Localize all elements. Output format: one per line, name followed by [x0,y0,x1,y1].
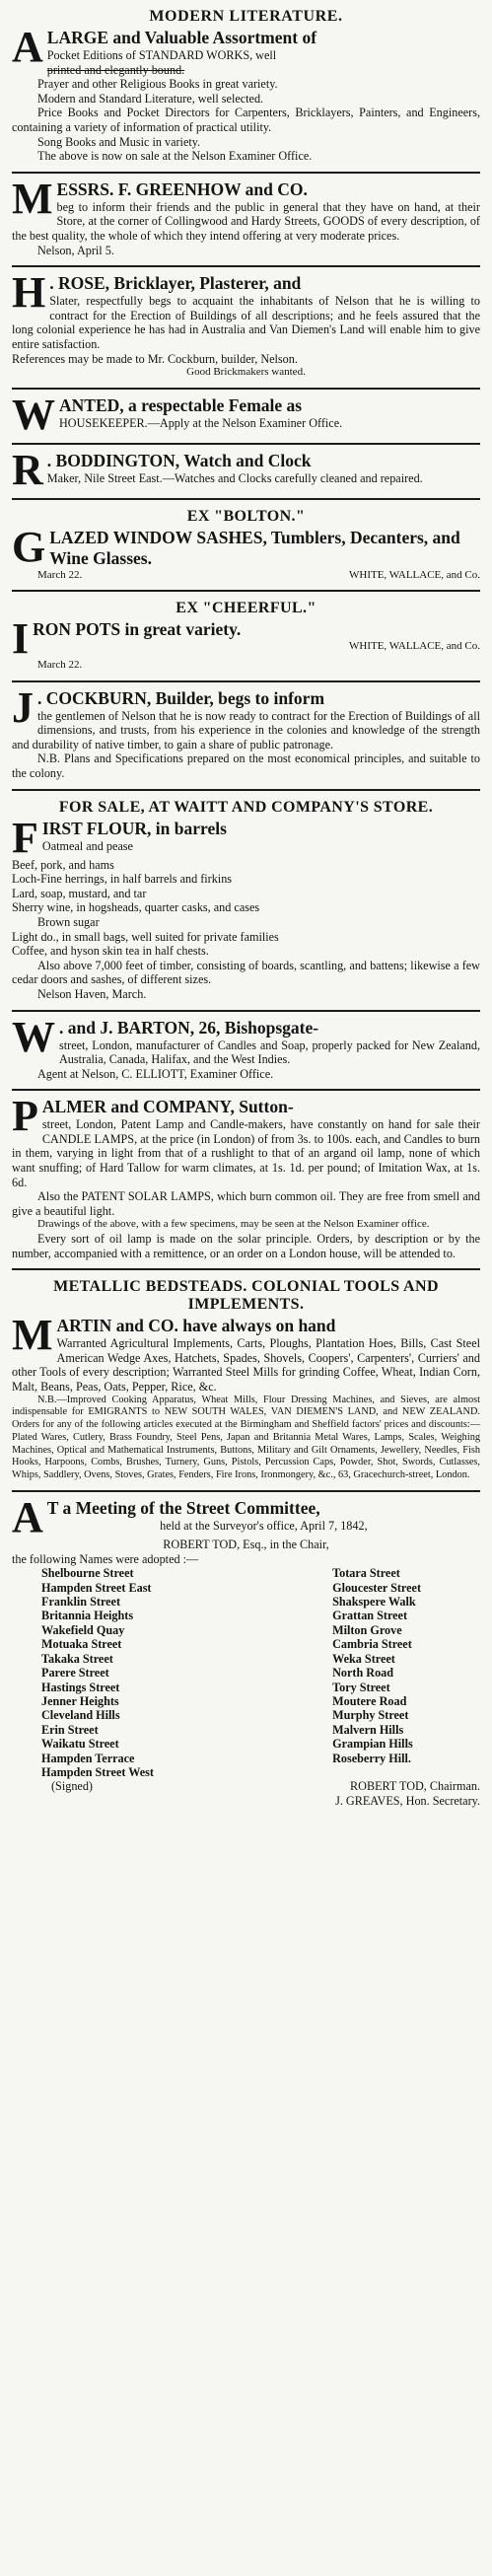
ad-heading: EX "CHEERFUL." [176,600,316,617]
street-name: Hastings Street [41,1680,120,1694]
lead-text: . and J. BARTON, 26, Bishopsgate- [59,1017,319,1038]
ad-greenhow [12,174,480,260]
ad-lead [12,522,480,571]
street-name: Moutere Road [332,1693,407,1708]
lead-text: . BODDINGTON, Watch and Clock [46,450,312,470]
ad-line: Song Books and Music in variety. [37,134,201,149]
drop-cap: A [12,23,43,71]
ad-cheerful [12,596,480,676]
street-name: Grattan Street [332,1609,408,1623]
drop-cap: I [12,614,30,664]
ad-lead [12,1092,480,1141]
ad-barton [12,1012,480,1085]
divider [12,498,480,500]
ad-line: The above is now on sale at the Nelson Examiner Office. [37,149,313,164]
street-name: Erin Street [41,1722,99,1737]
ad-footer-row [12,569,480,583]
drop-cap: R [12,445,43,494]
ad-body: beg to inform their friends and the public in general that they have on hand, at their Store, at the corner of Collingwood and Hardy Streets, GOODS of every description, of the best quality, the whole of which they intend offering at very moderate prices. [12,199,480,243]
list-item: Brown sugar [37,914,100,929]
street-name: Jenner Heights [41,1693,119,1708]
street-name: Motuaka Street [41,1637,122,1652]
ad-line: printed and elegantly bound. [46,62,185,77]
divider [12,590,480,592]
street-name: Roseberry Hill. [332,1751,411,1765]
street-name: Shakspere Walk [332,1595,416,1610]
ad-heading: MODERN LITERATURE. [149,8,343,25]
ad-lead [12,268,480,318]
ad-line: Prayer and other Religious Books in great variety. [37,77,278,92]
street-name: Weka Street [332,1651,395,1666]
ad-nb: N.B. Plans and Specifications prepared on the most economical principles, and suitable to the colony. [12,751,480,780]
ad-rose [12,268,480,382]
lead-text: IRST FLOUR, in barrels [41,818,227,838]
drop-cap: P [12,1092,38,1141]
ad-agent: Agent at Nelson, C. ELLIOTT, Examiner Office. [37,1066,274,1081]
lead-text: . ROSE, Bricklayer, Plasterer, and [49,273,302,294]
ad-heading: EX "BOLTON." [186,507,306,525]
ad-heading: FOR SALE, AT WAITT AND COMPANY'S STORE. [58,798,434,816]
list-item: Coffee, and hyson skin tea in half chests. [12,944,209,959]
ad-adopted: the following Names were adopted :— [12,1551,199,1566]
ad-dateline: Nelson Haven, March. [37,986,147,1001]
drop-cap: M [12,174,53,223]
divider [12,680,480,682]
lead-text: T a Meeting of the Street Committee, [46,1498,320,1519]
drop-cap: W [12,1012,55,1061]
lead-text: LAZED WINDOW SASHES, Tumblers, Decanters, and Wine Glasses. [49,527,460,568]
list-item: Beef, pork, and hams [12,857,114,872]
ad-date: March 22. [37,659,83,672]
ad-modern-literature [12,6,480,167]
divider [12,1010,480,1012]
signature-secretary: J. GREAVES, Hon. Secretary. [335,1793,480,1808]
list-item: Lard, soap, mustard, and tar [12,886,147,900]
divider [12,1490,480,1492]
street-name: Takaka Street [41,1651,113,1666]
list-item: Oatmeal and pease [41,838,133,853]
ad-martin [12,1274,480,1485]
street-name: Cambria Street [332,1637,412,1652]
drop-cap: F [12,813,38,862]
drop-cap: H [12,268,46,318]
street-name: North Road [332,1666,394,1681]
ad-body: Slater, respectfully begs to acquaint the inhabitants of Nelson that he is willing to contract for the Erection of Buildings of all descriptions; and he feels assured that the long colonial experience he has had in Australia and Van Diemen's Land will enable him to give entire satisfaction. [12,294,480,351]
list-item: Sherry wine, in hogsheads, quarter casks, and cases [12,900,260,915]
street-list-right [332,1566,421,1779]
lead-text: . COCKBURN, Builder, begs to inform [37,687,325,708]
ad-lead [12,1311,480,1360]
lead-text: ALMER and COMPANY, Sutton- [41,1097,294,1117]
street-name-lists [12,1566,480,1779]
divider [12,1268,480,1270]
ad-bolton [12,504,480,586]
ad-also: Also above 7,000 feet of timber, consisting of boards, scantling, and battens; likewise a few cedar doors and sashes, of different sizes. [12,958,480,987]
street-name: Waikatu Street [41,1737,119,1752]
lead-text: ANTED, a respectable Female as [59,394,303,415]
list-item: Light do., in small bags, well suited for private families [12,929,279,944]
street-name: Tory Street [332,1680,390,1694]
street-name: Parere Street [41,1666,109,1681]
divider [12,172,480,174]
signature-chairman: ROBERT TOD, Chairman. [350,1779,480,1794]
ad-body: street, London, Patent Lamp and Candle-makers, have constantly on hand for sale their CANDLE LAMPS, at the price (in London) of from 3s. to 100s. each, and Candles to burn in them, varying in light from that of a rushlight to that of an argand oil lamp, none of which want snuffing; of Hard Tallow for warm climates, at 1s. 1d. per pound; of Imitation Wax, at 1s. 6d. [12,1117,480,1189]
street-name: Grampian Hills [332,1737,413,1752]
ad-body: Maker, Nile Street East.—Watches and Clocks carefully cleaned and repaired. [46,470,423,485]
street-name: Murphy Street [332,1708,409,1723]
street-name: Shelbourne Street [41,1566,134,1581]
ad-boddington [12,445,480,494]
divider [12,265,480,267]
ad-firm: WHITE, WALLACE, and Co. [349,568,480,581]
street-name: Milton Grove [332,1622,402,1637]
advertisement-column [12,6,480,1812]
street-name: Franklin Street [41,1595,121,1610]
ad-cockburn [12,682,480,784]
ad-body: HOUSEKEEPER.—Apply at the Nelson Examiner Office. [59,415,343,430]
ad-waitt [12,795,480,1005]
lead-text: LARGE and Valuable Assortment of [46,28,317,47]
ad-references: References may be made to Mr. Cockburn, builder, Nelson. [12,351,298,366]
ad-palmer [12,1092,480,1263]
street-name: Hampden Street East [41,1580,152,1595]
signature-row [12,1779,480,1794]
street-name: Hampden Terrace [41,1751,135,1765]
street-name: Cleveland Hills [41,1708,120,1723]
ad-every: Every sort of oil lamp is made on the solar principle. Orders, by description or by the number, accompanied with a remittence, or an order on a London house, will be attended to. [12,1231,480,1260]
ad-firm: WHITE, WALLACE, and Co. [349,640,480,653]
divider [12,789,480,791]
drop-cap: G [12,522,46,571]
ad-nb: N.B.—Improved Cooking Apparatus, Wheat Mills, Flour Dressing Machines, and Sieves, are almost indispensable for EMIGRANTS to NEW SOUTH WALES, VAN DIEMEN'S LAND, and NEW ZEALAND. Orders for any of the following articles executed at the Birmingham and Sheffield factors' prices and discounts:—Plated Wares, Cutlery, Brass Foundry, Steel Pens, Japan and Britannia Metal Wares, Lamps, Scales, Weighing Machines, Optical and Mathematical Instruments, Buttons, Military and Gilt Ornaments, Jewellery, Needles, Fish Hooks, Harpoons, Combs, Brushes, Turnery, Guns, Pistols, Percussion Caps, Powder, Shot, Swords, Cutlasses, Whips, Saddlery, Ovens, Stoves, Grates, Fenders, Fire Irons, Ironmongery, &c., 63, Gracechurch-street, London. [12,1394,480,1481]
list-item: Loch-Fine herrings, in half barrels and firkins [12,872,233,887]
divider [12,388,480,390]
signed-label: (Signed) [51,1779,93,1794]
drop-cap: W [12,390,55,439]
ad-body: street, London, manufacturer of Candles and Soap, properly packed for New Zealand, Australia, Canada, Halifax, and the West Indies. [59,1038,480,1067]
ad-wanted [12,390,480,439]
street-name: Wakefield Quay [41,1622,125,1637]
ad-body: Warranted Agricultural Implements, Carts, Ploughs, Plantation Hoes, Bills, Cast Steel American Wedge Axes, Hatchets, Spades, Shovels, Coopers', Carpenters', Curriers' and other Tools of every description; Warranted Steel Mills for grinding Coffee, Wheat, Indian Corn, Malt, Beans, Peas, Oats, Pepper, Rice, &c. [12,1336,480,1394]
ad-line: Price Books and Pocket Directors for Carpenters, Bricklayers, Painters, and Engineers, containing a variety of information of practical utility. [12,106,480,134]
ad-drawings: Drawings of the above, with a few specimens, may be seen at the Nelson Examiner office. [37,1218,430,1231]
lead-text: ARTIN and CO. have always on hand [56,1316,336,1336]
ad-solar: Also the PATENT SOLAR LAMPS, which burn common oil. They are free from smell and give a beautiful light. [12,1189,480,1218]
street-name: Malvern Hills [332,1722,404,1737]
ad-street-committee [12,1493,480,1811]
ad-chair: ROBERT TOD, Esq., in the Chair, [163,1538,329,1552]
lead-text: ESSRS. F. GREENHOW and CO. [56,179,308,199]
divider [12,443,480,445]
drop-cap: M [12,1311,53,1360]
lead-text: RON POTS in great variety. [33,619,242,640]
ad-held: held at the Surveyor's office, April 7, 1842, [160,1519,368,1534]
ad-date: March 22. [37,568,83,581]
drop-cap: J [12,682,34,732]
street-name: Britannia Heights [41,1609,134,1623]
ad-heading: METALLIC BEDSTEADS. COLONIAL TOOLS AND IMPLEMENTS. [53,1278,439,1314]
street-list-left [41,1566,154,1779]
street-name: Hampden Street West [41,1764,154,1779]
street-name: Gloucester Street [332,1580,421,1595]
ad-note: Good Brickmakers wanted. [186,366,306,379]
ad-line: Modern and Standard Literature, well selected. [37,91,264,106]
ad-line: Pocket Editions of STANDARD WORKS, well [46,48,277,62]
ad-body: the gentlemen of Nelson that he is now ready to contract for the Erection of Buildings of all dimensions, and trusts, from his experience in the colonies and knowledge of the strength and durability of native timber, to gain a share of public patronage. [12,708,480,751]
divider [12,1089,480,1091]
drop-cap: A [12,1493,43,1542]
street-name: Totara Street [332,1566,400,1581]
ad-dateline: Nelson, April 5. [37,243,114,257]
